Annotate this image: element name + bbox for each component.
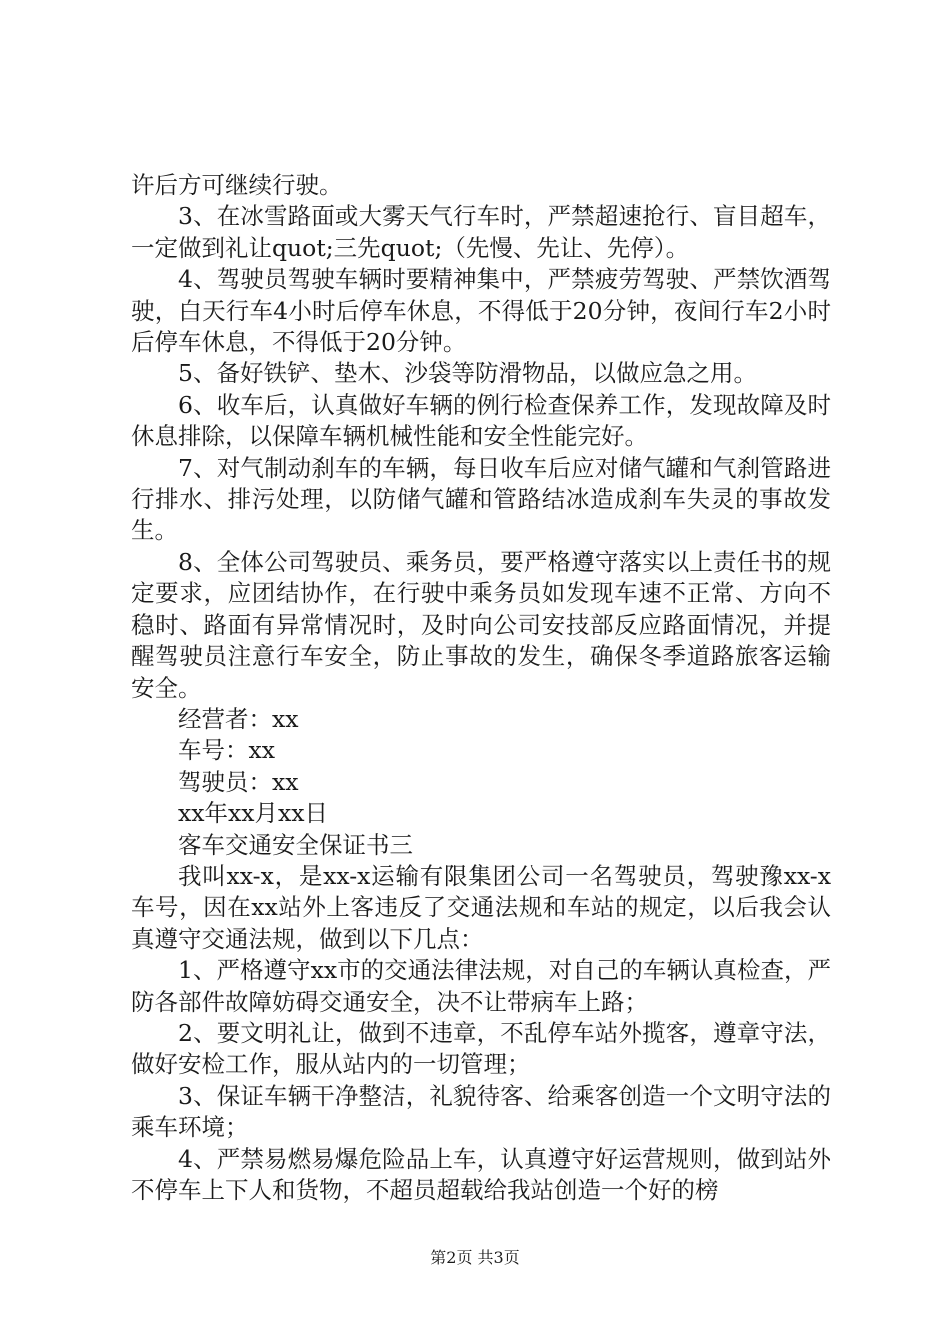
- signature-operator: 经营者：xx: [178, 704, 299, 733]
- section-title: 客车交通安全保证书三: [178, 830, 413, 859]
- signature-date: xx年xx月xx日: [178, 799, 329, 828]
- paragraph-item-5: 5、备好铁铲、垫木、沙袋等防滑物品，以做应急之用。: [178, 359, 757, 388]
- paragraph-continuation: 许后方可继续行驶。: [131, 171, 343, 199]
- document-body: [131, 170, 831, 1206]
- page-number-footer: 第2页 共3页: [430, 1248, 520, 1267]
- signature-vehicle-number: 车号：xx: [178, 736, 276, 765]
- paragraph-item-7: 7、对气制动刹车的车辆，每日收车后应对储气罐和气刹管路进行排水、排污处理，以防储气罐和管路结冰造成刹车失灵的事故发生。: [131, 453, 831, 545]
- paragraph-item-8: 8、全体公司驾驶员、乘务员，要严格遵守落实以上责任书的规定要求，应团结协作，在行驶中乘务员如发现车速不正常、方向不稳时、路面有异常情况时，及时向公司安技部反应路面情况，并提醒驾驶员注意行车安全，防止事故的发生，确保冬季道路旅客运输安全。: [131, 547, 831, 702]
- paragraph-intro: 我叫xx-x，是xx-x运输有限集团公司一名驾驶员，驾驶豫xx-x车号，因在xx站外上客违反了交通法规和车站的规定，以后我会认真遵守交通法规，做到以下几点：: [131, 861, 831, 953]
- paragraph-pledge-3: 3、保证车辆干净整洁，礼貌待客、给乘客创造一个文明守法的乘车环境；: [131, 1081, 831, 1142]
- paragraph-pledge-4: 4、严禁易燃易爆危险品上车，认真遵守好运营规则，做到站外不停车上下人和货物，不超员超载给我站创造一个好的榜: [131, 1144, 831, 1204]
- paragraph-item-3: 3、在冰雪路面或大雾天气行车时，严禁超速抢行、盲目超车，一定做到礼让quot;三先quot;（先慢、先让、先停）。: [131, 202, 831, 262]
- paragraph-pledge-2: 2、要文明礼让，做到不违章，不乱停车站外揽客，遵章守法，做好安检工作，服从站内的一切管理；: [131, 1018, 831, 1079]
- paragraph-item-6: 6、收车后，认真做好车辆的例行检查保养工作，发现故障及时休息排除，以保障车辆机械性能和安全性能完好。: [131, 390, 831, 451]
- signature-driver: 驾驶员：xx: [178, 767, 299, 796]
- paragraph-item-4: 4、驾驶员驾驶车辆时要精神集中，严禁疲劳驾驶、严禁饮酒驾驶，白天行车4小时后停车休息，不得低于20分钟，夜间行车2小时后停车休息，不得低于20分钟。: [131, 265, 831, 357]
- paragraph-pledge-1: 1、严格遵守xx市的交通法律法规，对自己的车辆认真检查，严防各部件故障妨碍交通安全，决不让带病车上路；: [131, 956, 831, 1016]
